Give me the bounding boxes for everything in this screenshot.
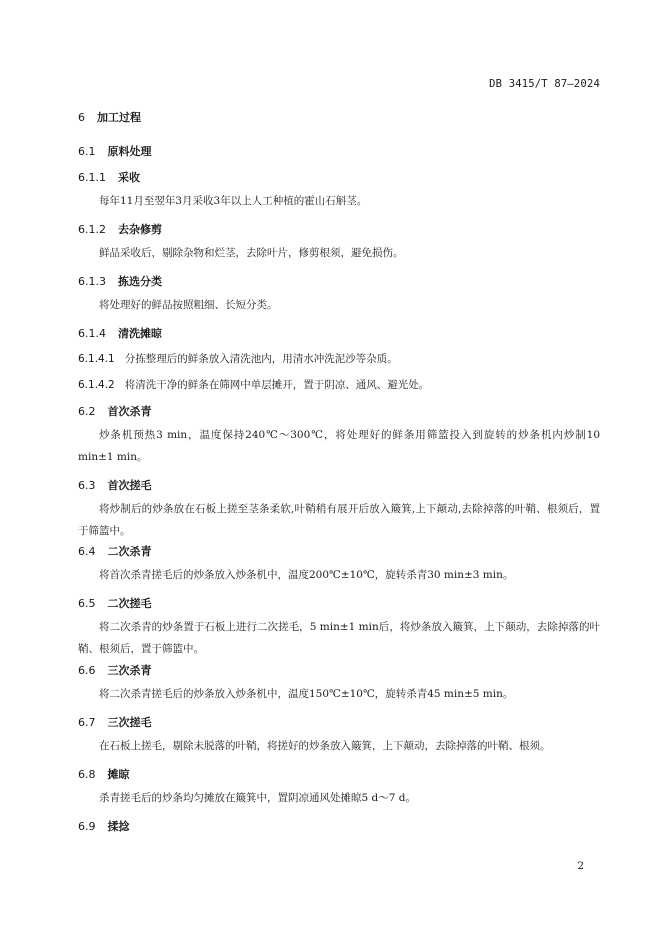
- section-title: 摊晾: [107, 768, 130, 781]
- paragraph: 在石板上搓毛，剔除未脱落的叶鞘，将搓好的炒条放入簸箕，上下颠动，去除掉落的叶鞘、根须。: [99, 740, 551, 752]
- section-title: 三次杀青: [107, 664, 152, 677]
- paragraph: 每年11月至翌年3月采收3年以上人工种植的霍山石斛茎。: [99, 195, 368, 207]
- section-title: 清洗摊晾: [118, 327, 162, 340]
- section-title: 三次搓毛: [107, 716, 152, 729]
- clause: [78, 351, 398, 366]
- document-code: DB 3415/T 87—2024: [489, 78, 600, 90]
- section-heading: [78, 143, 152, 159]
- clause-number: 6.1.4.1: [78, 353, 115, 365]
- section-number: 6.6: [78, 664, 96, 677]
- paragraph: 将二次杀青的炒条置于石板上进行二次搓毛，5 min±1 min后，将炒条放入簸箕，上下颠动，去除掉落的叶鞘、根须后，置于筛篮中。: [78, 621, 600, 655]
- section-number: 6.9: [78, 820, 96, 833]
- page-number: 2: [577, 860, 584, 872]
- paragraph: 将炒制后的炒条放在石板上搓至茎条柔软,叶鞘稍有展开后放入簸箕,上下颠动,去除掉落的叶鞘、根须后，置于筛篮中。: [78, 503, 600, 537]
- section-heading: [78, 169, 140, 185]
- paragraph: 将首次杀青搓毛后的炒条放入炒条机中，温度200℃±10℃，旋转杀青30 min±3 min。: [99, 569, 514, 581]
- section-number: 6.1.3: [78, 275, 106, 288]
- section-heading: [78, 273, 162, 289]
- section-number: 6.1.2: [78, 223, 106, 236]
- paragraph: 将二次杀青搓毛后的炒条放入炒条机中，温度150℃±10℃，旋转杀青45 min±5 min。: [99, 688, 514, 700]
- section-number: 6.4: [78, 545, 96, 558]
- section-number: 6.1.4: [78, 327, 106, 340]
- section-title: 采收: [118, 171, 140, 184]
- section-number: 6.8: [78, 768, 96, 781]
- section-title: 二次搓毛: [107, 597, 152, 610]
- section-heading: [78, 477, 152, 493]
- paragraph: 将处理好的鲜品按照粗细、长短分类。: [99, 299, 278, 311]
- clause-text: 将清洗干净的鲜条在筛网中单层摊开，置于阴凉、通风、避光处。: [124, 379, 430, 391]
- clause: [78, 377, 429, 392]
- section-number: 6.1.1: [78, 171, 106, 184]
- section-heading: [78, 221, 162, 237]
- paragraph: 杀青搓毛后的炒条均匀摊放在簸箕中，置阴凉通风处摊晾5 d～7 d。: [99, 792, 416, 804]
- section-title: 首次杀青: [107, 405, 152, 418]
- paragraph: 鲜品采收后，剔除杂物和烂茎，去除叶片，修剪根须，避免损伤。: [99, 247, 404, 259]
- section-heading: [78, 325, 162, 341]
- section-heading: [78, 403, 152, 419]
- section-title: 原料处理: [107, 145, 152, 158]
- paragraph: 炒条机预热3 min，温度保持240℃～300℃，将处理好的鲜条用筛篮投入到旋转的炒条机内炒制10 min±1 min。: [78, 429, 600, 463]
- section-title: 二次杀青: [107, 545, 152, 558]
- section-heading: [78, 109, 141, 125]
- section-title: 首次搓毛: [107, 479, 152, 492]
- section-title: 拣选分类: [118, 275, 162, 288]
- section-heading: [78, 662, 152, 678]
- section-number: 6: [78, 111, 85, 124]
- section-title: 去杂修剪: [118, 223, 162, 236]
- section-heading: [78, 595, 152, 611]
- section-number: 6.3: [78, 479, 96, 492]
- section-title: 加工过程: [97, 111, 141, 124]
- clause-text: 分拣整理后的鲜条放入清洗池内，用清水冲洗泥沙等杂质。: [124, 353, 398, 365]
- section-number: 6.2: [78, 405, 96, 418]
- section-heading: [78, 543, 152, 559]
- section-heading: [78, 766, 130, 782]
- clause-number: 6.1.4.2: [78, 379, 115, 391]
- section-number: 6.5: [78, 597, 96, 610]
- section-title: 揉捻: [107, 820, 130, 833]
- section-heading: [78, 818, 130, 834]
- section-number: 6.7: [78, 716, 96, 729]
- section-heading: [78, 714, 152, 730]
- section-number: 6.1: [78, 145, 96, 158]
